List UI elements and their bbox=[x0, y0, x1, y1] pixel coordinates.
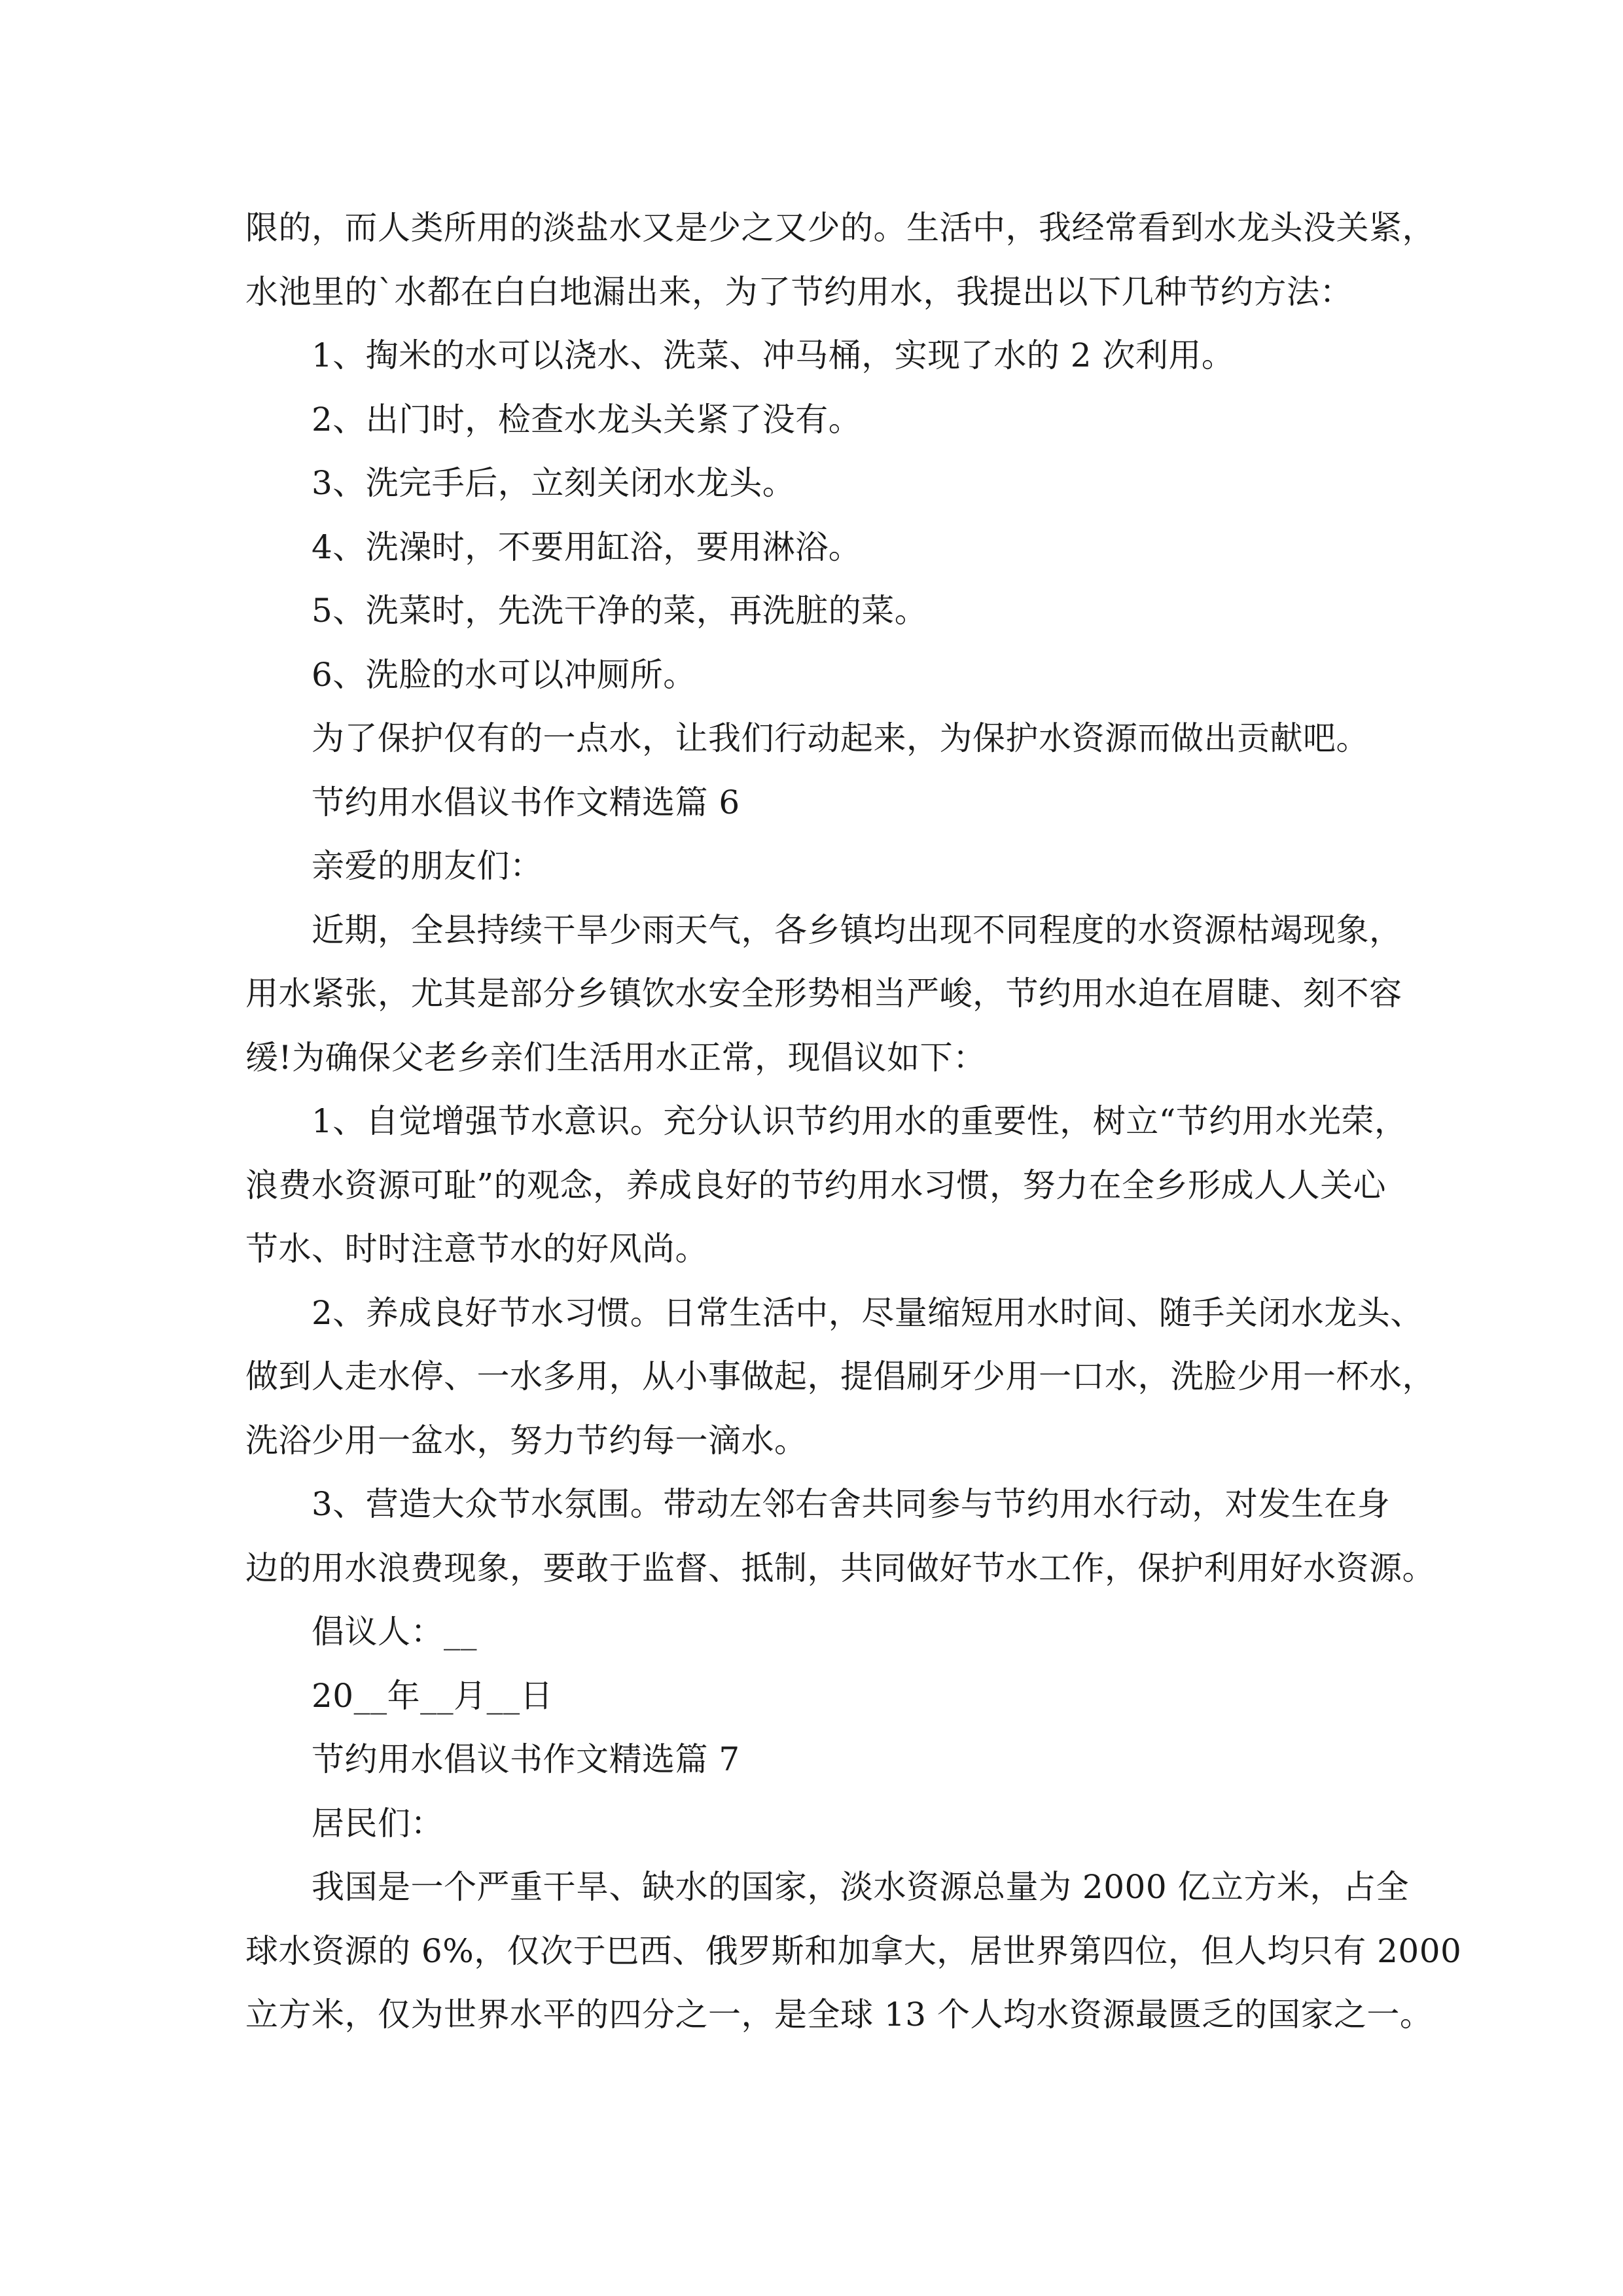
text-line: 边的用水浪费现象，要敢于监督、抵制，共同做好节水工作，保护利用好水资源。 bbox=[245, 1549, 1435, 1587]
text-line: 水池里的`水都在白白地漏出来，为了节约用水，我提出以下几种节约方法： bbox=[245, 272, 1353, 311]
text-line: 用水紧张，尤其是部分乡镇饮水安全形势相当严峻，节约用水迫在眉睫、刻不容 bbox=[245, 975, 1402, 1013]
text-line: 20__年__月__日 bbox=[312, 1676, 554, 1715]
text-line: 1、自觉增强节水意识。充分认识节约用水的重要性，树立“节约用水光荣， bbox=[312, 1102, 1408, 1140]
text-line: 洗浴少用一盆水，努力节约每一滴水。 bbox=[245, 1421, 808, 1460]
text-line: 缓!为确保父老乡亲们生活用水正常，现倡议如下： bbox=[245, 1038, 986, 1077]
text-line: 1、掏米的水可以浇水、洗菜、冲马桶，实现了水的 2 次利用。 bbox=[312, 336, 1235, 374]
text-line: 4、洗澡时，不要用缸浴，要用淋浴。 bbox=[312, 528, 862, 566]
text-line: 亲爱的朋友们： bbox=[312, 847, 543, 885]
text-line: 我国是一个严重干旱、缺水的国家，淡水资源总量为 2000 亿立方米，占全 bbox=[312, 1868, 1410, 1906]
text-line: 2、出门时，检查水龙头关紧了没有。 bbox=[312, 400, 862, 439]
text-line: 节约用水倡议书作文精选篇 7 bbox=[312, 1740, 740, 1778]
text-line: 球水资源的 6%，仅次于巴西、俄罗斯和加拿大，居世界第四位，但人均只有 2000 bbox=[245, 1931, 1462, 1970]
text-line: 节水、时时注意节水的好风尚。 bbox=[245, 1230, 708, 1268]
text-line: 居民们： bbox=[312, 1804, 444, 1842]
text-line: 倡议人：__ bbox=[312, 1613, 477, 1651]
text-line: 2、养成良好节水习惯。日常生活中，尽量缩短用水时间、随手关闭水龙头、 bbox=[312, 1293, 1423, 1332]
text-line: 6、洗脸的水可以冲厕所。 bbox=[312, 655, 696, 694]
text-line: 节约用水倡议书作文精选篇 6 bbox=[312, 783, 740, 821]
text-line: 3、营造大众节水氛围。带动左邻右舍共同参与节约用水行动，对发生在身 bbox=[312, 1485, 1391, 1523]
text-line: 为了保护仅有的一点水，让我们行动起来，为保护水资源而做出贡献吧。 bbox=[312, 719, 1369, 757]
text-line: 5、洗菜时，先洗干净的菜，再洗脏的菜。 bbox=[312, 592, 928, 630]
text-line: 3、洗完手后，立刻关闭水龙头。 bbox=[312, 464, 796, 502]
text-line: 浪费水资源可耻”的观念，养成良好的节约用水习惯，努力在全乡形成人人关心 bbox=[245, 1166, 1387, 1204]
text-line: 限的，而人类所用的淡盐水又是少之又少的。生活中，我经常看到水龙头没关紧， bbox=[245, 209, 1435, 247]
text-line: 近期，全县持续干旱少雨天气，各乡镇均出现不同程度的水资源枯竭现象， bbox=[312, 910, 1402, 949]
text-line: 做到人走水停、一水多用，从小事做起，提倡刷牙少用一口水，洗脸少用一杯水， bbox=[245, 1357, 1435, 1395]
text-line: 立方米，仅为世界水平的四分之一，是全球 13 个人均水资源最匮乏的国家之一。 bbox=[245, 1996, 1433, 2034]
document-body bbox=[245, 196, 1462, 2047]
